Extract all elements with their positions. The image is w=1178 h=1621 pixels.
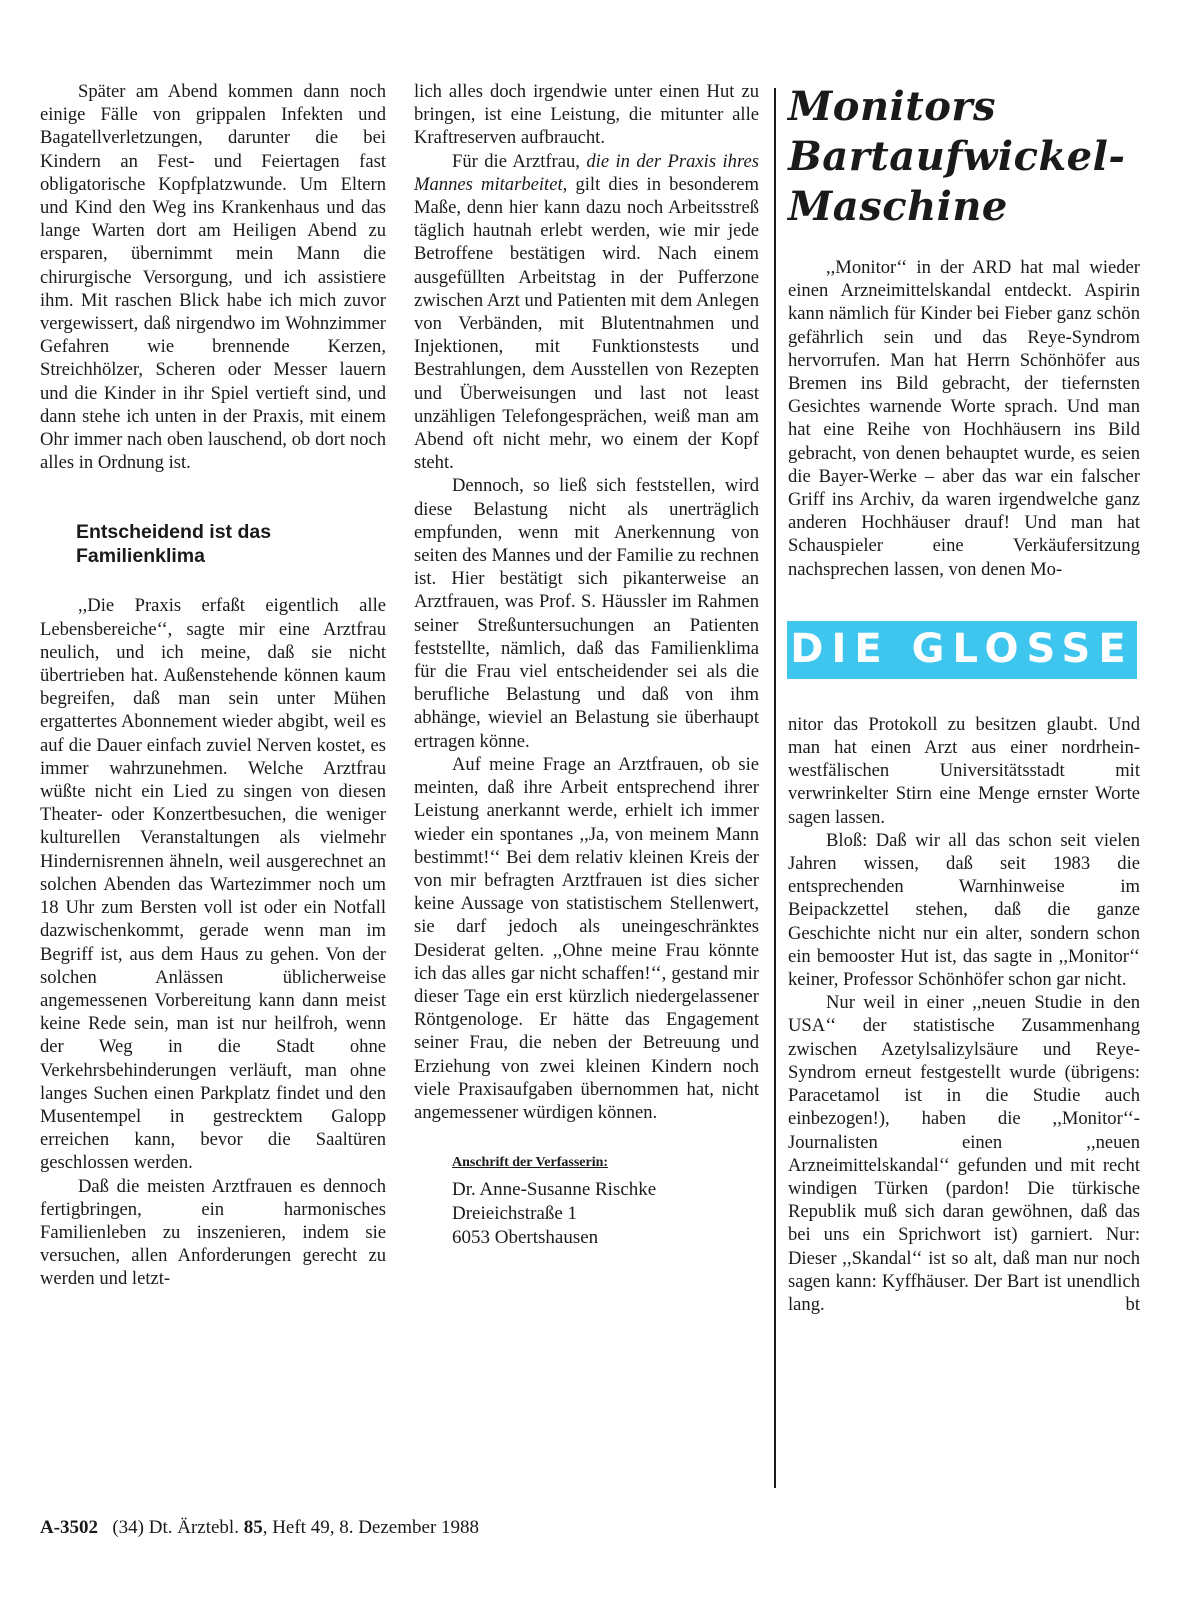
address-label: Anschrift der Verfasserin: xyxy=(452,1155,609,1171)
paragraph: Dennoch, so ließ sich feststellen, wird diese Belastung nicht als unerträglich empfunden, wenn mit Anerkennung von seiten des Mannes und der Familie zu rechnen ist. Hier bestätigt sich pikanterweise an Arztfrauen, was Prof. S. Häussler im Rahmen seiner Streßuntersuchungen an Patienten feststellte, nämlich, daß das Familienklima für die Frau viel entscheidender sei als die berufliche Belastung und daß von ihm abhänge, wieviel an Belastung sie überhaupt ertragen könne. xyxy=(414,475,759,752)
column-divider-rule xyxy=(774,88,776,1488)
text-run: gilt dies in besonderem Maße, denn hier kann dazu noch Arbeitsstreß täglich hautnah erlebt werden, wie mir jede Betroffene bestätigen wird. Nach einem ausgefüllten Arbeitstag in der Pufferzone zwischen Arzt und Patienten mit dem Anlegen von Verbänden, mit Blutentnahmen und Injektionen, mit Funktionstests und Bestrahlungen, dem Ausstellen von Rezepten und Überweisungen und last not least unzähligen Telefongesprächen, weiß man am Abend oft nicht mehr, wo einem der Kopf steht. xyxy=(414,173,759,474)
paragraph: lich alles doch irgendwie unter einen Hut zu bringen, ist eine Leistung, die mitunter alle Kraftreserven aufbraucht. xyxy=(414,81,759,149)
column-1 xyxy=(40,80,386,1291)
subheading-line-2: Familienklima xyxy=(76,545,205,568)
author-signature: bt xyxy=(1125,1293,1140,1315)
column-3 xyxy=(788,80,1140,1316)
column-2 xyxy=(414,80,759,1250)
journal-volume: 85 xyxy=(243,1517,263,1538)
paragraph: Auf meine Frage an Arztfrauen, ob sie meinten, daß ihre Arbeit entsprechend ihrer Leistung anerkannt werde, erhielt ich immer wieder ein spontanes ,,Ja, von meinem Mann bestimmt!‘‘ Bei dem relativ kleinen Kreis der von mir befragten Arztfrauen ist dies sicher keine Aussage von statistischem Stellenwert, sie darf jedoch als uneingeschränktes Desiderat gelten. ,,Ohne meine Frau könnte ich das alles gar nicht schaffen!‘‘, gestand mir dieser Tage ein erst kürzlich niedergelassener Röntgenologe. Er hätte das Engagement seiner Frau, die neben der Betreuung und Erziehung von zwei kleinen Kindern noch viele Praxisaufgaben übernommen hat, nicht angemessener würdigen können. xyxy=(414,753,759,1123)
address-city: 6053 Obertshausen xyxy=(452,1227,599,1249)
journal-name: Dt. Ärztebl. xyxy=(148,1517,239,1538)
paragraph: ,,Monitor‘‘ in der ARD hat mal wieder einen Arzneimittelskandal entdeckt. Aspirin kann nämlich für Kinder bei Fieber ganz schön gefährlich sein und das Reye-Syndrom hervorrufen. Man hat Herrn Schönhöfer aus Bremen ins Bild gebracht, der tiefernsten Gesichtes warnende Worte sprach. Und man hat eine Reihe von Hochhäusern ins Bild gebracht, von denen behauptet wurde, es seien die Bayer-Werke – aber das war ein falscher Griff ins Archiv, da waren irgendwelche ganz anderen Hochhäuser drauf! Und man hat Schauspieler eine Verkäufersitzung nachsprechen lassen, von denen Mo- xyxy=(788,257,1140,580)
paragraph: nitor das Protokoll zu besitzen glaubt. Und man hat einen Arzt aus einer nordrhein-westfälischen Universitätsstadt mit verwrinkelter Stirn eine Menge ernster Worte sagen lassen. xyxy=(788,713,1140,828)
glosse-banner-text: DIE GLOSSE xyxy=(790,626,1134,673)
address-name: Dr. Anne-Susanne Rischke xyxy=(452,1179,657,1201)
paragraph: Bloß: Daß wir all das schon seit vielen Jahren wissen, daß seit 1983 die entsprechenden Warnhinweise im Beipackzettel stehen, daß die ganze Geschichte nicht nur ein alter, sondern schon ein bemooster Hut ist, das sagte in ,,Monitor‘‘ keiner, Professor Schönhöfer schon gar nicht. xyxy=(788,829,1140,991)
headline xyxy=(788,82,1140,232)
paragraph: Später am Abend kommen dann noch einige Fälle von grippalen Infekten und Bagatellverletzungen, darunter die bei Kindern an Fest- und Feiertagen fast obligatorische Kopfplatzwunde. Um Eltern und Kind den Weg ins Krankenhaus und das lange Warten dort am Heiligen Abend zu ersparen, übernimmt mein Mann die chirurgische Versorgung, und ich assistiere ihm. Mit raschen Blick habe ich mich zuvor vergewissert, daß nirgendwo im Wohnzimmer Gefahren wie brennende Kerzen, Streichhölzer, Scheren oder Messer lauern und die Kinder in ihr Spiel vertieft sind, und dann stehe ich unten in der Praxis, mit einem Ohr immer nach oben lauschend, ob dort noch alles in Ordnung ist. xyxy=(40,81,386,474)
page-footer xyxy=(40,1516,479,1540)
paragraph xyxy=(414,150,759,475)
text-run: Für die Arztfrau, xyxy=(452,150,587,172)
paragraph: Daß die meisten Arztfrauen es dennoch fertigbringen, ein harmonisches Familienleben zu inszenieren, indem sie versuchen, allen Anforderungen gerecht zu werden und letzt- xyxy=(40,1175,386,1290)
subheading xyxy=(76,520,386,568)
paragraph xyxy=(788,991,1140,1316)
headline-line-2: Bartaufwickel- xyxy=(788,133,1126,180)
page-code: A-3502 xyxy=(40,1517,99,1538)
address-street: Dreieichstraße 1 xyxy=(452,1203,578,1225)
paragraph: ,,Die Praxis erfaßt eigentlich alle Lebensbereiche‘‘, sagte mir eine Arztfrau neulich, und ich meine, daß sie nicht übertrieben hat. Außenstehende können kaum begreifen, daß man sein unter Mühen ergattertes Abonnement wieder abgibt, weil es auf die Dauer einfach zuviel Nerven kostet, es immer wahrzunehmen. Welche Arztfrau wüßte nicht ein Lied zu singen von diesen Theater- oder Konzertbesuchen, die weniger kulturellen Veranstaltungen als vielmehr Hindernisrennen ähneln, weil ausgerechnet an solchen Abenden das Wartezimmer noch um 18 Uhr zum Bersten voll ist oder ein Notfall dazwischenkommt, gerade wenn man im Begriff ist, aus dem Haus zu gehen. Von der solchen Anlässen üblicherweise angemessenen Vorbereitung kann dann meist keine Rede sein, man ist nur heilfroh, wenn der Weg in die Stadt ohne Verkehrsbehinderungen verläuft, man ohne langes Suchen einen Parkplatz findet und den Musentempel in gestrecktem Galopp erreichen kann, bevor die Saaltüren geschlossen werden. xyxy=(40,595,386,1174)
text-run: Nur weil in einer ,,neuen Studie in den USA‘‘ der statistische Zusammenhang zwischen Azetylsalizylsäure und Reye-Syndrom erneut festgestellt wurde (übrigens: Paracetamol ist in die Studie auch einbezogen!), haben die ,,Monitor‘‘-Journalisten einen ,,neuen Arzneimittelskandal‘‘ gefunden und mit recht windigen Türken (pardon! Die türkische Republik muß sich daran gewöhnen, daß das bei uns ein Sprichwort ist) garniert. Nur: Dieser ,,Skandal‘‘ ist so alt, daß man nur noch sagen kann: Kyffhäuser. Der Bart ist unendlich lang. xyxy=(788,992,1140,1315)
headline-line-1: Monitors xyxy=(788,83,996,130)
issue-date: , Heft 49, 8. Dezember 1988 xyxy=(262,1517,480,1538)
page-number: (34) xyxy=(112,1517,144,1538)
subheading-line-1: Entscheidend ist das xyxy=(76,521,272,544)
glosse-banner xyxy=(787,621,1137,679)
headline-line-3: Maschine xyxy=(788,183,1008,230)
italic-text: die in der Praxis ihres Mannes mitarbeitet, xyxy=(414,150,759,195)
